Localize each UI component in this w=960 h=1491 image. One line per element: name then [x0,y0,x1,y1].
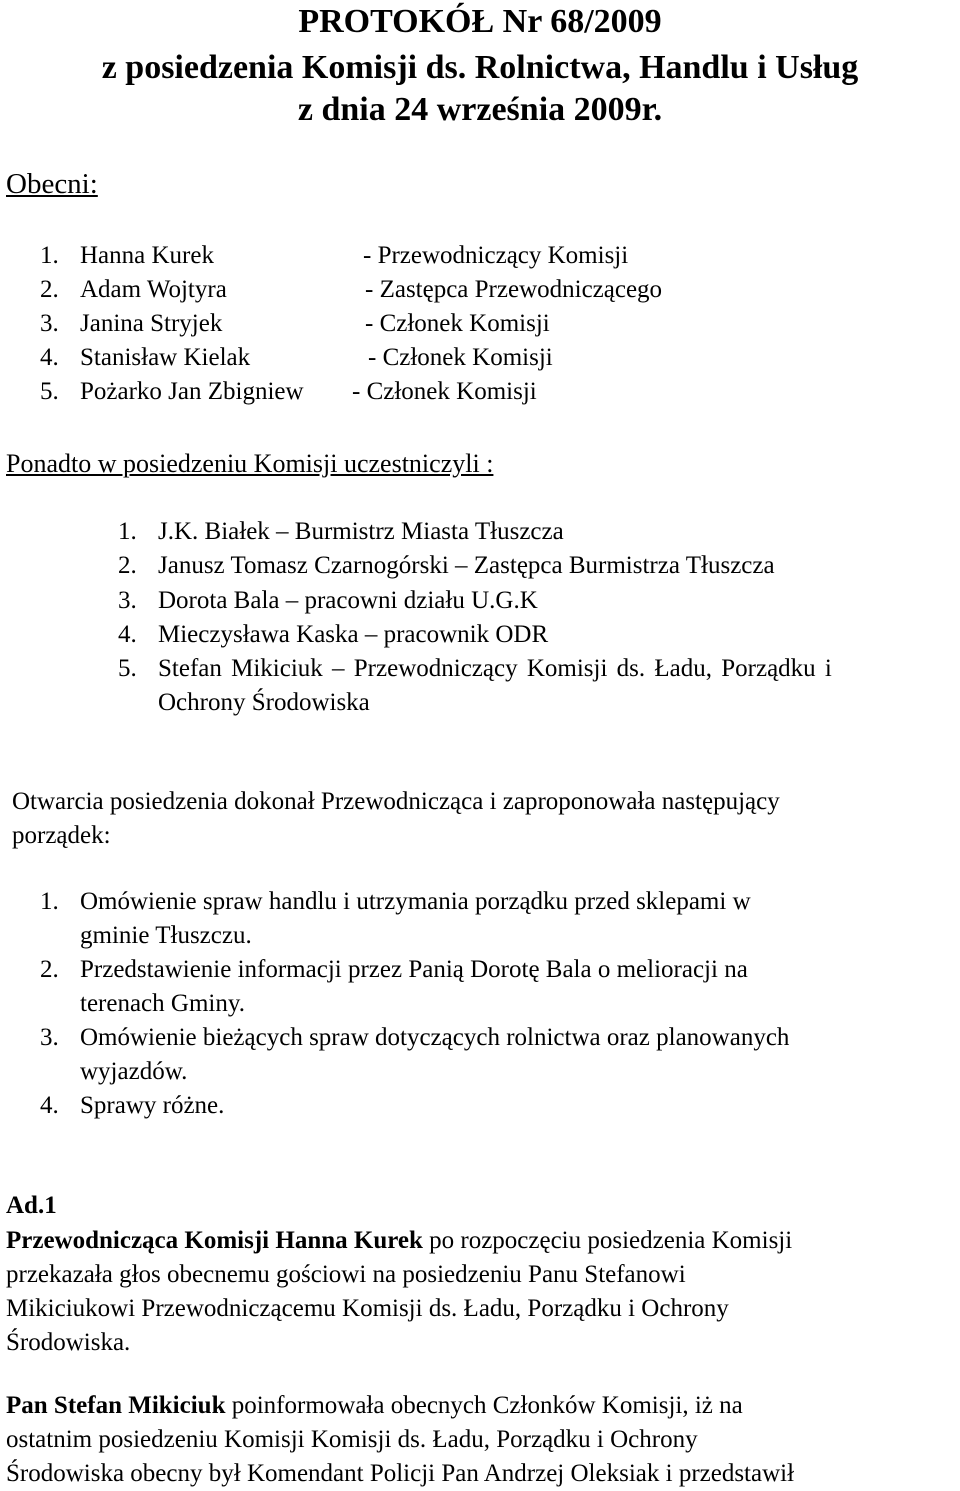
ad1-speaker: Przewodnicząca Komisji Hanna Kurek [6,1227,423,1254]
member-role: - Członek Komisji [365,310,550,337]
member-role: - Członek Komisji [352,378,537,405]
member-4 [40,342,59,374]
guest-text: Mieczysława Kaska – pracownik ODR [158,621,549,648]
member-num: 5. [40,378,59,405]
member-name: Stanisław Kielak [80,344,251,371]
member-role: - Członek Komisji [368,344,553,371]
ad1-text: poinformowała obecnych Członków Komisji, iż na [225,1392,743,1419]
ad1-heading: Ad.1 [6,1192,57,1219]
agenda-num: 4. [40,1092,59,1119]
agenda-text: wyjazdów. [80,1058,188,1085]
document-title: PROTOKÓŁ Nr 68/2009 [298,3,662,40]
guest-num: 2. [118,552,137,579]
guest-num: 1. [118,518,137,545]
ad1-paragraph2-line3: Środowiska obecny był Komendant Policji Pan Andrzej Oleksiak i przedstawił [6,1460,795,1487]
agenda-intro-line2: porządek: [12,822,111,849]
agenda-text: terenach Gminy. [80,990,245,1017]
member-5 [40,376,59,408]
agenda-num: 3. [40,1024,59,1051]
guest-num: 4. [118,621,137,648]
member-role: - Zastępca Przewodniczącego [365,276,663,303]
agenda-text: Przedstawienie informacji przez Panią Dorotę Bala o melioracji na [80,956,748,983]
ad1-paragraph1-line3: Mikiciukowi Przewodniczącemu Komisji ds. Ładu, Porządku i Ochrony [6,1295,729,1322]
member-1 [40,240,59,272]
ad1-text: po rozpoczęciu posiedzenia Komisji [422,1227,793,1254]
guest-text-continued: Ochrony Środowiska [158,689,370,716]
ad1-paragraph1-line4: Środowiska. [6,1329,131,1356]
guest-text: Stefan Mikiciuk – Przewodniczący Komisji ds. Ładu, Porządku i [158,655,832,682]
guests-heading: Ponadto w posiedzeniu Komisji uczestniczyli : [6,449,494,478]
member-num: 4. [40,344,59,371]
member-num: 3. [40,310,59,337]
member-2 [40,274,59,306]
document-date: z dnia 24 września 2009r. [297,91,663,128]
guest-text: Dorota Bala – pracowni działu U.G.K [158,587,538,614]
agenda-intro-line1: Otwarcia posiedzenia dokonał Przewodnicząca i zaproponowała następujący [12,788,780,815]
agenda-num: 2. [40,956,59,983]
member-name: Hanna Kurek [80,242,214,269]
agenda-num: 1. [40,888,59,915]
agenda-text: Omówienie bieżących spraw dotyczących rolnictwa oraz planowanych [80,1024,790,1051]
guest-num: 3. [118,587,137,614]
ad1-paragraph2-line1 [6,1390,743,1422]
ad1-speaker: Pan Stefan Mikiciuk [6,1392,226,1419]
guest-text: Janusz Tomasz Czarnogórski – Zastępca Burmistrza Tłuszcza [158,552,775,579]
member-name: Adam Wojtyra [80,276,227,303]
member-3 [40,308,59,340]
member-name: Janina Stryjek [80,310,223,337]
present-heading: Obecni: [6,168,98,200]
agenda-text: gminie Tłuszczu. [80,922,252,949]
agenda-text: Sprawy różne. [80,1092,225,1119]
guest-text: J.K. Białek – Burmistrz Miasta Tłuszcza [158,518,564,545]
ad1-paragraph2-line2: ostatnim posiedzeniu Komisji Komisji ds. Ładu, Porządku i Ochrony [6,1426,698,1453]
member-role: - Przewodniczący Komisji [363,242,629,269]
member-num: 1. [40,242,59,269]
guest-num: 5. [118,655,137,682]
ad1-paragraph1-line1 [6,1225,792,1257]
member-num: 2. [40,276,59,303]
member-name: Pożarko Jan Zbigniew [80,378,304,405]
ad1-paragraph1-line2: przekazała głos obecnemu gościowi na posiedzeniu Panu Stefanowi [6,1261,686,1288]
agenda-text: Omówienie spraw handlu i utrzymania porządku przed sklepami w [80,888,751,915]
document-subtitle: z posiedzenia Komisji ds. Rolnictwa, Handlu i Usług [101,49,859,86]
